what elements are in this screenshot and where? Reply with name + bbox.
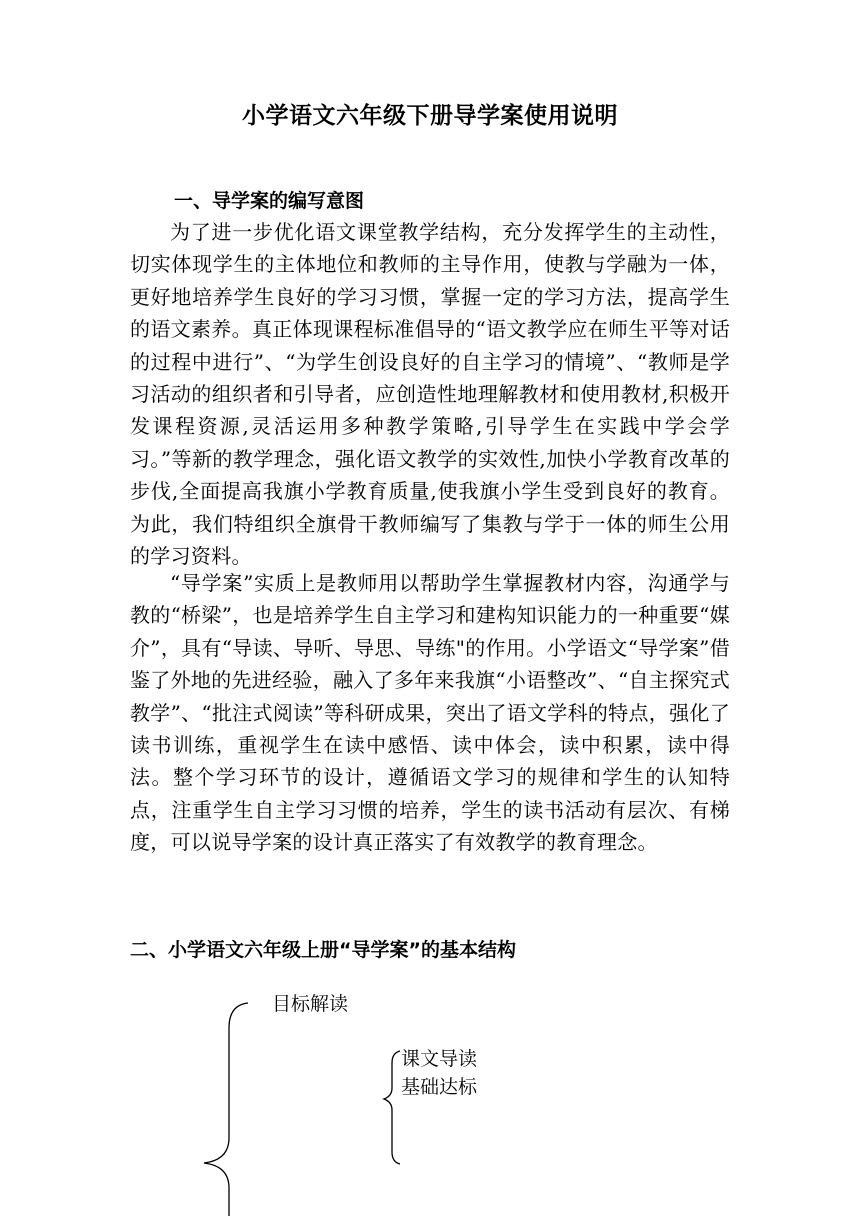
section-heading-intent: 一、导学案的编写意图 <box>174 190 365 212</box>
structure-subitem-text-guide: 课文导读 <box>401 1048 478 1070</box>
outer-brace-icon <box>204 1003 248 1216</box>
structure-item-goal: 目标解读 <box>272 993 349 1015</box>
inner-brace-icon <box>384 1051 400 1164</box>
intent-paragraph-1: 为了进一步优化语文课堂教学结构，充分发挥学生的主动性，切实体现学生的主体地位和教师的主导作用，使教与学融为一体，更好地培养学生良好的学习习惯，掌握一定的学习方法，提高学生的语文素养。真正体现课程标准倡导的“语文教学应在师生平等对话的过程中进行”、“为学生创设良好的自主学习的情境”、“教师是学习活动的组织者和引导者，应创造性地理解教材和使用教材,积极开发课程资源,灵活运用多种教学策略,引导学生在实践中学会学习。”等新的教学理念，强化语文教学的实效性,加快小学教育改革的步伐,全面提高我旗小学教育质量,使我旗小学生受到良好的教育。为此，我们特组织全旗骨干教师编写了集教与学于一体的师生公用的学习资料。 <box>130 220 730 569</box>
section-heading-structure: 二、小学语文六年级上册“导学案”的基本结构 <box>130 939 516 961</box>
page-title: 小学语文六年级下册导学案使用说明 <box>242 103 618 129</box>
intent-paragraph-2: “导学案”实质上是教师用以帮助学生掌握教材内容，沟通学与教的“桥梁”，也是培养学生自主学习和建构知识能力的一种重要“媒介”，具有“导读、导听、导思、导练"的作用。小学语文“导学案”借鉴了外地的先进经验，融入了多年来我旗“小语整改”、“自主探究式教学”、“批注式阅读”等科研成果，突出了语文学科的特点，强化了读书训练，重视学生在读中感悟、读中体会，读中积累，读中得法。整个学习环节的设计，遵循语文学习的规律和学生的认知特点，注重学生自主学习习惯的培养，学生的读书活动有层次、有梯度，可以说导学案的设计真正落实了有效教学的教育理念。 <box>130 571 730 855</box>
structure-subitem-basic-standard: 基础达标 <box>401 1076 478 1098</box>
